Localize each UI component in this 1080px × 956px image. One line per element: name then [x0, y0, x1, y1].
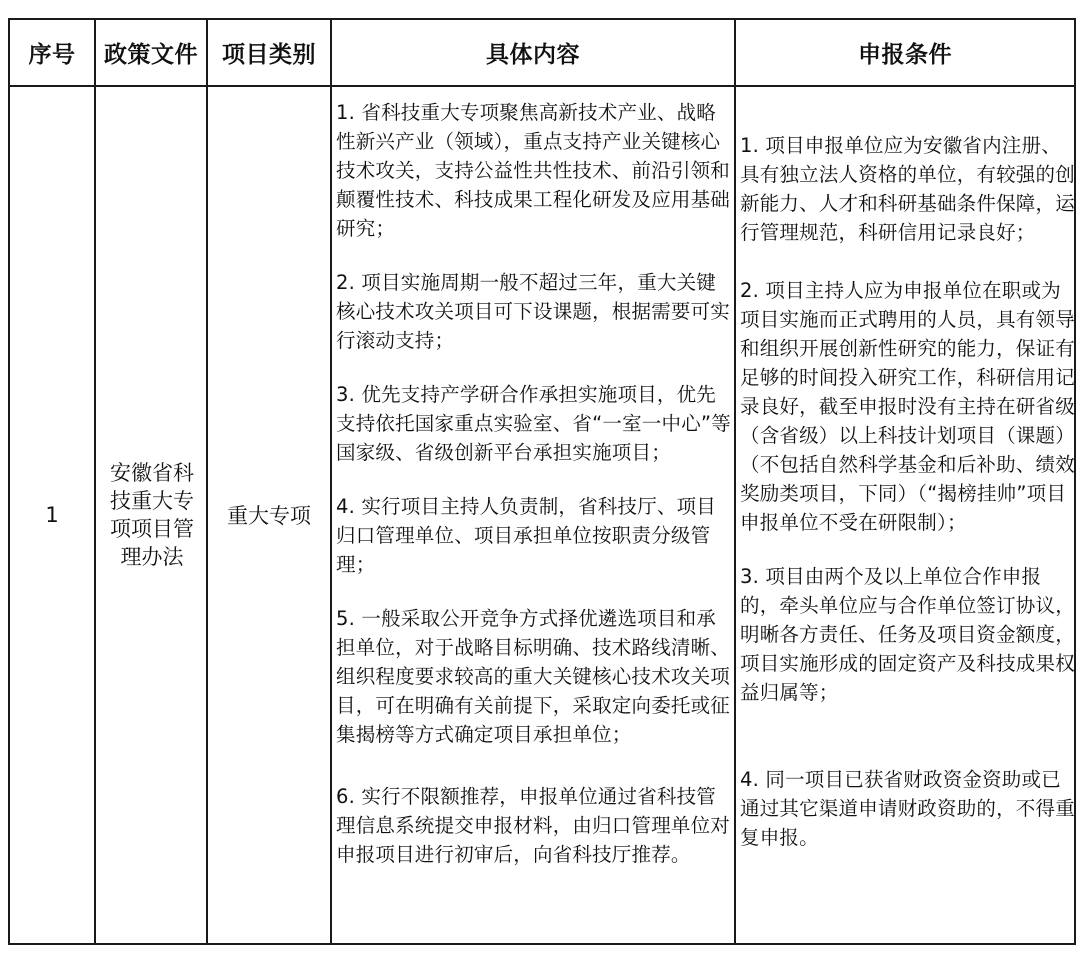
row-policy-document: 安徽省科技重大专项项目管理办法 — [110, 460, 194, 569]
condition-item: 2. 项目主持人应为申报单位在职或为项目实施而正式聘用的人员，具有领导和组织开展创新性研究的能力，保证有足够的时间投入研究工作，科研信用记录良好，截至申报时没有主持在研省级（含省级）以上科技计划项目（课题）（不包括自然科学基金和后补助、绩效奖励类项目，下同）（“揭榜挂帅”项目申报单位不受在研限制）； — [740, 279, 1075, 534]
condition-item: 3. 项目由两个及以上单位合作申报的，牵头单位应与合作单位签订协议，明晰各方责任、任务及项目资金额度，项目实施形成的固定资产及科技成果权益归属等； — [740, 565, 1075, 704]
content-item: 2. 项目实施周期一般不超过三年，重大关键核心技术攻关项目可下设课题，根据需要可实行滚动支持； — [336, 271, 731, 352]
condition-item: 4. 同一项目已获省财政资金资助或已通过其它渠道申请财政资助的，不得重复申报。 — [740, 768, 1075, 849]
header-conditions: 申报条件 — [858, 41, 952, 68]
column-divider — [330, 18, 332, 945]
content-item: 1. 省科技重大专项聚焦高新技术产业、战略性新兴产业（领域），重点支持产业关键核心技术攻关，支持公益性共性技术、前沿引领和颠覆性技术、科技成果工程化研发及应用基础研究； — [336, 101, 731, 240]
header-content: 具体内容 — [486, 41, 580, 68]
content-item: 5. 一般采取公开竞争方式择优遴选项目和承担单位，对于战略目标明确、技术路线清晰、组织程度要求较高的重大关键核心技术攻关项目，可在明确有关前提下，采取定向委托或征集揭榜等方式确定项目承担单位； — [336, 607, 731, 746]
column-divider — [94, 18, 96, 945]
header-policy-document: 政策文件 — [104, 41, 198, 68]
content-item: 6. 实行不限额推荐，申报单位通过省科技管理信息系统提交申报材料，由归口管理单位对申报项目进行初审后，向省科技厅推荐。 — [336, 785, 731, 866]
header-index: 序号 — [28, 41, 76, 68]
column-divider — [734, 18, 736, 945]
condition-item: 1. 项目申报单位应为安徽省内注册、具有独立法人资格的单位，有较强的创新能力、人才和科研基础条件保障，运行管理规范，科研信用记录良好； — [740, 134, 1075, 244]
row-content — [336, 98, 734, 869]
row-project-category: 重大专项 — [227, 503, 311, 528]
content-item: 3. 优先支持产学研合作承担实施项目，优先支持依托国家重点实验室、省“一室一中心”等国家级、省级创新平台承担实施项目； — [336, 383, 731, 464]
content-item: 4. 实行项目主持人负责制，省科技厅、项目归口管理单位、项目承担单位按职责分级管理； — [336, 495, 717, 576]
row-index: 1 — [45, 502, 59, 527]
header-project-category: 项目类别 — [222, 41, 316, 68]
row-conditions — [740, 131, 1076, 852]
